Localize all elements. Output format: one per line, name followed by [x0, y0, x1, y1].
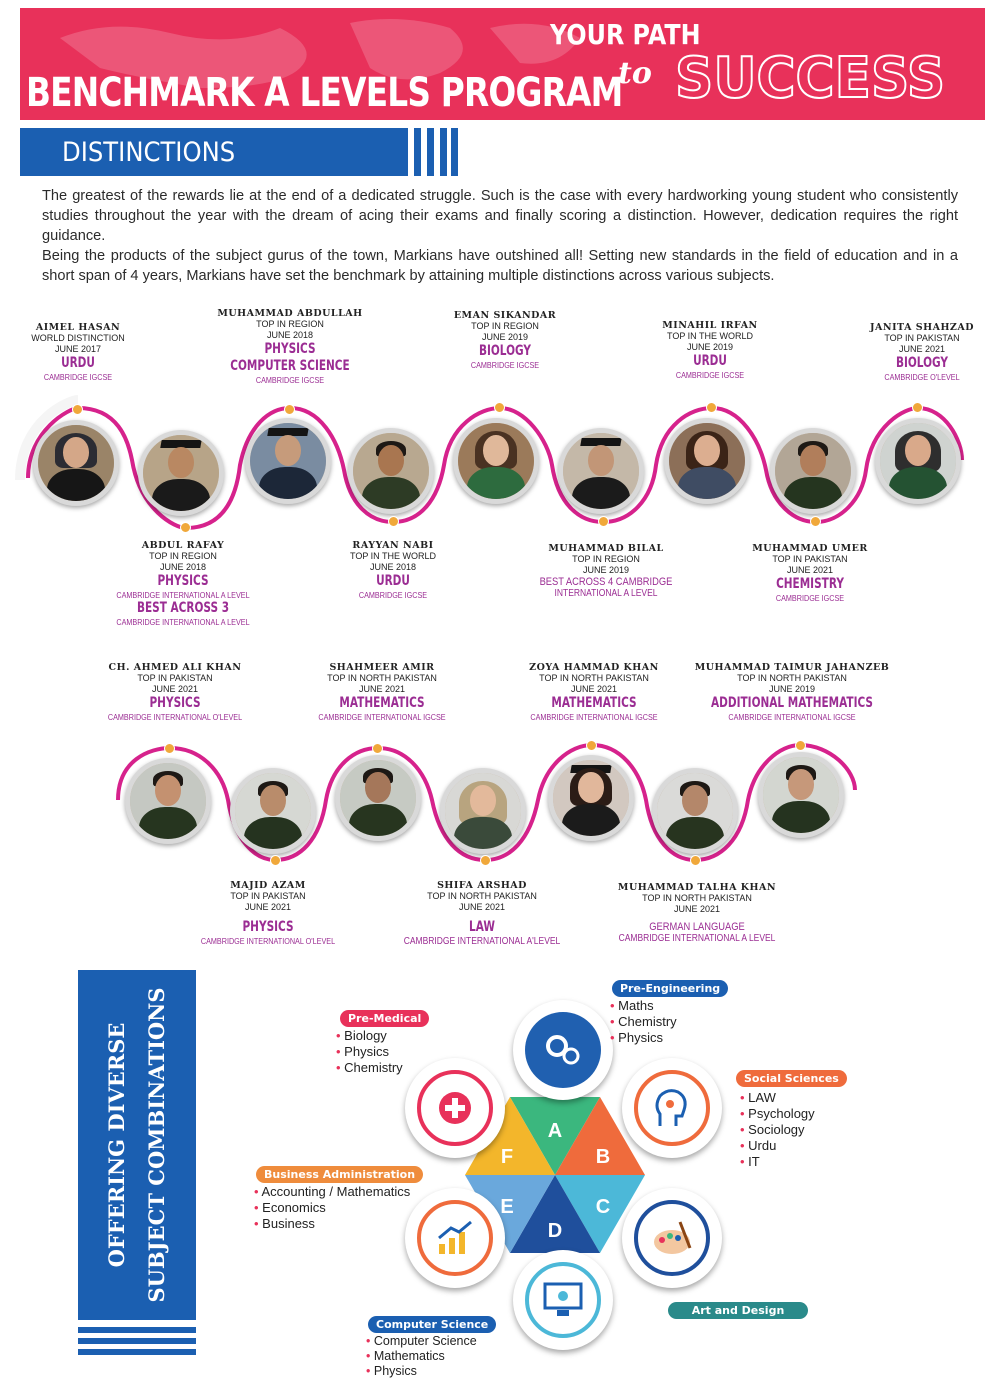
student-board: CAMBRIDGE INTERNATIONAL O'LEVEL	[107, 712, 243, 722]
list-item: • Computer Science	[366, 1334, 477, 1349]
social-sciences-ring	[622, 1058, 722, 1158]
student-name: ABDUL RAFAY	[141, 540, 225, 551]
list-item: • Sociology	[740, 1122, 815, 1138]
list-item: • Physics	[610, 1030, 677, 1046]
program-title: BENCHMARK A LEVELS PROGRAM	[26, 70, 623, 116]
student-photo-shifa-arshad	[440, 768, 526, 854]
list-item: • Physics	[336, 1044, 403, 1060]
list-item: • Biology	[336, 1028, 403, 1044]
student-subject: PHYSICS	[264, 341, 316, 357]
student-board-2: CAMBRIDGE INTERNATIONAL A LEVEL	[116, 617, 250, 627]
offering-banner	[78, 970, 196, 1320]
student-name: SHAHMEER AMIR	[329, 662, 435, 673]
palette-icon	[650, 1218, 694, 1258]
timeline-dot	[72, 404, 83, 415]
student-subject: URDU	[61, 355, 95, 371]
student-board: CAMBRIDGE IGCSE	[775, 593, 845, 603]
growth-chart-icon	[433, 1218, 477, 1258]
student-date: JUNE 2021	[673, 904, 721, 914]
student-date: JUNE 2021	[244, 902, 292, 912]
student-rank: TOP IN PAKISTAN	[230, 891, 306, 901]
timeline-dot	[494, 402, 505, 413]
student-rank: TOP IN THE WORLD	[349, 551, 437, 561]
offering-line-2: SUBJECT COMBINATIONS	[144, 987, 169, 1303]
student-photo-talha-khan	[652, 768, 738, 854]
intro-paragraph-1: The greatest of the rewards lie at the end of a dedicated struggle. Such is the case with every hardworking young student who consistently studies throughout the year with the dream of acing their exams and finally scoring a distinction. However, dedication requires the right guidance.	[42, 188, 958, 244]
student-subject: URDU	[376, 573, 410, 589]
timeline-dot	[795, 740, 806, 751]
student-date: JUNE 2021	[570, 684, 618, 694]
computer-icon	[541, 1280, 585, 1320]
student-board: CAMBRIDGE INTERNATIONAL A LEVEL	[618, 933, 776, 944]
offering-stripe	[78, 1327, 196, 1333]
student-photo-aimel-hasan	[33, 420, 119, 506]
student-date: JUNE 2019	[582, 565, 630, 575]
social-sciences-list	[740, 1090, 815, 1170]
list-item: • Physics	[366, 1364, 477, 1379]
student-card-aimel-hasan	[31, 322, 125, 382]
student-subject: MATHEMATICS	[551, 695, 637, 711]
student-subject: BEST ACROSS 4 CAMBRIDGE	[539, 576, 673, 588]
head-circuit-icon	[652, 1086, 692, 1130]
list-item: • Mathematics	[366, 1349, 477, 1364]
student-rank: TOP IN NORTH PAKISTAN	[427, 891, 537, 901]
art-design-label: Art and Design	[668, 1302, 808, 1319]
student-subject: BIOLOGY	[895, 355, 949, 371]
pre-medical-ring	[405, 1058, 505, 1158]
student-date: JUNE 2021	[151, 684, 199, 694]
student-board: CAMBRIDGE IGCSE	[675, 370, 745, 380]
hex-letter-e: E	[500, 1196, 514, 1218]
offering-title	[97, 987, 177, 1302]
student-photo-taimur-jahanzeb	[758, 752, 844, 838]
student-card-talha-khan	[605, 882, 790, 944]
student-rank: TOP IN NORTH PAKISTAN	[539, 673, 649, 683]
list-item: • Chemistry	[336, 1060, 403, 1076]
student-photo-eman-sikandar	[453, 418, 539, 504]
student-rank: TOP IN PAKISTAN	[884, 333, 960, 343]
student-date: JUNE 2021	[458, 902, 506, 912]
student-board: CAMBRIDGE INTERNATIONAL IGCSE	[728, 712, 856, 722]
student-photo-ahmed-ali-khan	[125, 758, 211, 844]
student-name: RAYYAN NABI	[352, 540, 434, 551]
timeline-dot	[912, 402, 923, 413]
student-photo-shahmeer-amir	[335, 755, 421, 841]
student-name: CH. AHMED ALI KHAN	[108, 662, 242, 673]
student-card-shifa-arshad	[390, 880, 574, 947]
student-photo-muhammad-umer	[770, 428, 856, 514]
list-item: • IT	[740, 1154, 815, 1170]
hex-letter-d: D	[547, 1220, 563, 1242]
student-card-zoya-hammad-khan	[519, 662, 669, 722]
student-card-minahil-irfan	[662, 320, 758, 380]
student-rank: TOP IN THE WORLD	[666, 331, 754, 341]
student-date: JUNE 2018	[266, 330, 314, 340]
list-item: • Economics	[254, 1200, 410, 1216]
student-date: JUNE 2021	[358, 684, 406, 694]
computer-science-label: Computer Science	[368, 1316, 496, 1333]
list-item: • Urdu	[740, 1138, 815, 1154]
student-rank: TOP IN PAKISTAN	[137, 673, 213, 683]
student-photo-abdul-rafay	[138, 430, 224, 516]
student-date: JUNE 2019	[481, 332, 529, 342]
business-admin-list	[254, 1184, 410, 1232]
student-subject: BIOLOGY	[478, 343, 532, 359]
student-rank: TOP IN NORTH PAKISTAN	[642, 893, 752, 903]
hex-letter-a: A	[547, 1120, 563, 1142]
timeline-dot	[480, 855, 491, 866]
student-subject: PHYSICS	[149, 695, 201, 711]
student-date: JUNE 2018	[369, 562, 417, 572]
student-date: JUNE 2019	[686, 342, 734, 352]
student-name: MINAHIL IRFAN	[662, 320, 758, 331]
student-date: JUNE 2019	[768, 684, 816, 694]
student-card-shahmeer-amir	[307, 662, 457, 722]
timeline-dot	[270, 855, 281, 866]
student-photo-muhammad-bilal	[558, 428, 644, 514]
student-card-taimur-jahanzeb	[684, 662, 900, 722]
student-card-abdul-rafay	[105, 540, 262, 627]
student-subject: URDU	[693, 353, 727, 369]
student-subject-2: BEST ACROSS 3	[136, 600, 230, 616]
student-board: CAMBRIDGE INTERNATIONAL IGCSE	[318, 712, 446, 722]
business-admin-label: Business Administration	[256, 1166, 423, 1183]
computer-science-ring	[513, 1250, 613, 1350]
student-name: MAJID AZAM	[230, 880, 306, 891]
timeline-dot	[164, 743, 175, 754]
timeline-dot	[586, 740, 597, 751]
student-date: JUNE 2021	[786, 565, 834, 575]
student-rank: WORLD DISTINCTION	[31, 333, 125, 343]
hex-letter-f: F	[500, 1146, 514, 1168]
student-subject: GERMAN LANGUAGE	[649, 921, 745, 933]
list-item: • LAW	[740, 1090, 815, 1106]
tagline-success: SUCCESS	[675, 46, 946, 111]
timeline-dot	[810, 516, 821, 527]
intro-paragraph-2: Being the products of the subject gurus of the town, Markians have outshined all! Setting new standards in the field of education and in a short span of 4 years, Markians have set the benchmark by attaining multiple distinctions across various subjects.	[42, 248, 958, 284]
student-card-janita-shahzad	[870, 322, 974, 382]
student-subject-2: COMPUTER SCIENCE	[230, 358, 350, 374]
tagline-to: to	[618, 56, 652, 91]
student-name: AIMEL HASAN	[35, 322, 121, 333]
student-name: MUHAMMAD ABDULLAH	[217, 308, 363, 319]
hex-letter-b: B	[595, 1146, 611, 1168]
computer-science-list	[366, 1334, 477, 1379]
student-subject: CHEMISTRY	[776, 576, 844, 592]
student-board: CAMBRIDGE IGCSE	[43, 372, 113, 382]
student-card-eman-sikandar	[454, 310, 556, 370]
student-board: CAMBRIDGE IGCSE	[358, 590, 428, 600]
student-photo-zoya-hammad-khan	[548, 755, 634, 841]
student-photo-muhammad-abdullah	[245, 418, 331, 504]
student-rank: TOP IN REGION	[572, 554, 640, 564]
student-rank: TOP IN REGION	[471, 321, 539, 331]
pre-medical-label: Pre-Medical	[340, 1010, 429, 1027]
offering-line-1: OFFERING DIVERSE	[104, 1022, 129, 1268]
timeline-dot	[690, 855, 701, 866]
timeline-dot	[372, 743, 383, 754]
gears-icon	[541, 1028, 585, 1072]
student-card-muhammad-bilal	[528, 543, 684, 599]
student-name: SHIFA ARSHAD	[437, 880, 527, 891]
business-admin-ring	[405, 1188, 505, 1288]
list-item: • Accounting / Mathematics	[254, 1184, 410, 1200]
hex-letter-c: C	[595, 1196, 611, 1218]
pre-engineering-ring	[513, 1000, 613, 1100]
social-sciences-label: Social Sciences	[736, 1070, 847, 1087]
student-photo-minahil-irfan	[664, 418, 750, 504]
list-item: • Chemistry	[610, 1014, 677, 1030]
student-subject: MATHEMATICS	[339, 695, 425, 711]
timeline-dot	[706, 402, 717, 413]
list-item: • Psychology	[740, 1106, 815, 1122]
student-board: CAMBRIDGE IGCSE	[255, 375, 325, 385]
student-board: CAMBRIDGE INTERNATIONAL O'LEVEL	[200, 936, 336, 946]
student-board: CAMBRIDGE IGCSE	[470, 360, 540, 370]
student-rank: TOP IN NORTH PAKISTAN	[737, 673, 847, 683]
student-date: JUNE 2018	[159, 562, 207, 572]
student-board: CAMBRIDGE INTERNATIONAL IGCSE	[530, 712, 658, 722]
student-subject: LAW	[469, 919, 495, 935]
pre-engineering-list	[610, 998, 677, 1046]
student-subject: ADDITIONAL MATHEMATICS	[711, 695, 873, 711]
student-rank: TOP IN PAKISTAN	[772, 554, 848, 564]
student-photo-janita-shahzad	[875, 418, 961, 504]
medical-kit-icon	[435, 1088, 475, 1128]
student-name: JANITA SHAHZAD	[870, 322, 974, 333]
student-name: EMAN SIKANDAR	[453, 310, 557, 321]
student-subject: PHYSICS	[242, 919, 294, 935]
student-rank: TOP IN REGION	[149, 551, 217, 561]
timeline-dot	[284, 404, 295, 415]
timeline-dot	[598, 516, 609, 527]
timeline-dot	[180, 522, 191, 533]
tagline-top: YOUR PATH	[550, 18, 701, 51]
student-name: ZOYA HAMMAD KHAN	[529, 662, 659, 673]
student-photo-rayyan-nabi	[348, 428, 434, 514]
student-name: MUHAMMAD UMER	[752, 543, 868, 554]
student-board: CAMBRIDGE INTERNATIONAL A'LEVEL	[403, 936, 561, 947]
student-card-ahmed-ali-khan	[96, 662, 254, 722]
student-subject: PHYSICS	[157, 573, 209, 589]
timeline-dot	[388, 516, 399, 527]
student-name: MUHAMMAD BILAL	[548, 543, 664, 554]
student-board: CAMBRIDGE O'LEVEL	[884, 372, 960, 382]
student-card-rayyan-nabi	[350, 540, 436, 600]
offering-stripe	[78, 1349, 196, 1355]
student-rank: TOP IN REGION	[256, 319, 324, 329]
offering-stripe	[78, 1338, 196, 1344]
student-board: INTERNATIONAL A LEVEL	[554, 588, 658, 599]
art-design-ring	[622, 1188, 722, 1288]
student-board: CAMBRIDGE INTERNATIONAL A LEVEL	[116, 590, 250, 600]
pre-medical-list	[336, 1028, 403, 1076]
student-date: JUNE 2017	[54, 344, 102, 354]
section-title: DISTINCTIONS	[62, 137, 236, 168]
student-rank: TOP IN NORTH PAKISTAN	[327, 673, 437, 683]
student-date: JUNE 2021	[898, 344, 946, 354]
student-name: MUHAMMAD TAIMUR JAHANZEB	[694, 662, 890, 673]
student-card-muhammad-abdullah	[210, 308, 369, 385]
student-card-muhammad-umer	[752, 543, 868, 603]
student-photo-majid-azam	[230, 768, 316, 854]
student-name: MUHAMMAD TALHA KHAN	[617, 882, 777, 893]
student-card-majid-azam	[189, 880, 347, 946]
list-item: • Maths	[610, 998, 677, 1014]
list-item: • Business	[254, 1216, 410, 1232]
pre-engineering-label: Pre-Engineering	[612, 980, 728, 997]
